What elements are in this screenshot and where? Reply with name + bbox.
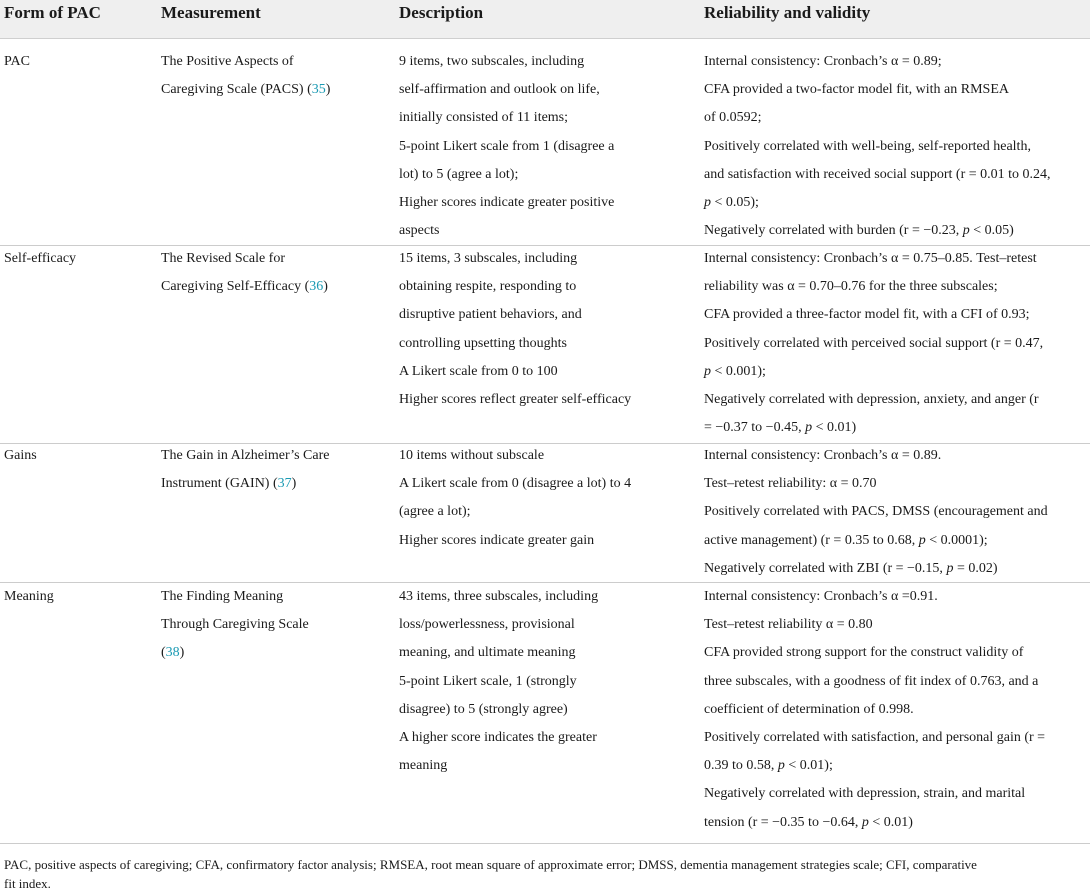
row-divider: [0, 245, 1090, 246]
row-2-description-line: (agree a lot);: [399, 504, 471, 520]
row-0-description-line: initially consisted of 11 items;: [399, 110, 569, 126]
row-0-measurement-line: [161, 80, 330, 100]
row-3-measurement-line: [161, 643, 184, 663]
row-0-reliability-line: CFA provided a two-factor model fit, with an RMSEA: [704, 82, 1009, 98]
row-1-reliability-line: = −0.37 to −0.45, p < 0.01): [704, 420, 857, 436]
row-0-description-line: aspects: [399, 223, 440, 239]
table-footnote-line-1: PAC, positive aspects of caregiving; CFA, confirmatory factor analysis; RMSEA, root mean square of approximate error; DMSS, dementia management strategies scale; CFI, comparative: [4, 857, 977, 872]
row-0-description-line: 5-point Likert scale from 1 (disagree a: [399, 138, 615, 154]
header-form-of-pac: Form of PAC: [4, 3, 101, 22]
row-0-description-line: Higher scores indicate greater positive: [399, 195, 615, 210]
row-3-description-line: disagree) to 5 (strongly agree): [399, 701, 568, 717]
row-0-measurement-line: [161, 52, 294, 72]
row-1-form: Self-efficacy: [4, 251, 77, 266]
citation-link[interactable]: 37: [277, 476, 292, 492]
measurement-text: Caregiving Scale (PACS) (: [161, 82, 312, 98]
citation-link[interactable]: 36: [309, 279, 324, 295]
measurement-text: (: [161, 645, 166, 661]
row-2-description-line: Higher scores indicate greater gain: [399, 532, 595, 548]
row-3-measurement-line: [161, 587, 283, 607]
row-3-description-line: meaning, and ultimate meaning: [399, 645, 576, 661]
row-0-reliability-line: Internal consistency: Cronbach’s α = 0.89;: [704, 54, 942, 69]
measurement-text: Caregiving Self-Efficacy (: [161, 279, 310, 295]
row-3-description-line: A higher score indicates the greater: [399, 730, 597, 745]
row-1-reliability-line: p < 0.001);: [704, 363, 766, 379]
row-0-form: PAC: [4, 54, 30, 69]
measurement-text: The Gain in Alzheimer’s Care: [161, 448, 330, 463]
row-3-reliability-line: Internal consistency: Cronbach’s α =0.91.: [704, 589, 938, 604]
row-divider: [0, 582, 1090, 583]
header-reliability-validity: Reliability and validity: [704, 3, 871, 22]
row-0-description-line: lot) to 5 (agree a lot);: [399, 166, 519, 182]
row-1-reliability-line: Negatively correlated with depression, anxiety, and anger (r: [704, 392, 1039, 407]
row-1-description-line: controlling upsetting thoughts: [399, 335, 567, 351]
row-0-reliability-line: of 0.0592;: [704, 110, 762, 126]
row-1-measurement-line: [161, 277, 328, 297]
row-3-reliability-line: 0.39 to 0.58, p < 0.01);: [704, 758, 833, 774]
row-1-reliability-line: reliability was α = 0.70–0.76 for the three subscales;: [704, 279, 998, 295]
row-2-reliability-line: Positively correlated with PACS, DMSS (encouragement and: [704, 504, 1048, 520]
row-2-reliability-line: Internal consistency: Cronbach’s α = 0.89.: [704, 448, 942, 463]
row-3-description-line: 5-point Likert scale, 1 (strongly: [399, 673, 577, 689]
row-2-measurement-line: [161, 446, 329, 466]
row-divider: [0, 843, 1090, 844]
row-2-measurement-line: [161, 474, 296, 494]
row-3-reliability-line: CFA provided strong support for the construct validity of: [704, 645, 1024, 661]
row-0-description-line: self-affirmation and outlook on life,: [399, 82, 600, 98]
row-0-description-line: 9 items, two subscales, including: [399, 54, 585, 69]
citation-link[interactable]: 38: [165, 645, 180, 661]
measurement-text: Instrument (GAIN) (: [161, 476, 278, 492]
row-3-reliability-line: Positively correlated with satisfaction, and personal gain (r =: [704, 730, 1046, 745]
row-1-description-line: A Likert scale from 0 to 100: [399, 363, 558, 379]
row-1-reliability-line: Positively correlated with perceived social support (r = 0.47,: [704, 335, 1044, 351]
row-2-description-line: 10 items without subscale: [399, 448, 545, 463]
measurement-text: The Revised Scale for: [161, 251, 286, 266]
row-1-description-line: obtaining respite, responding to: [399, 279, 577, 295]
row-2-reliability-line: active management) (r = 0.35 to 0.68, p < 0.0001);: [704, 532, 988, 548]
row-3-measurement-line: [161, 615, 309, 635]
row-2-reliability-line: Negatively correlated with ZBI (r = −0.15, p = 0.02): [704, 560, 998, 576]
row-3-reliability-line: coefficient of determination of 0.998.: [704, 701, 914, 717]
row-1-description-line: disruptive patient behaviors, and: [399, 307, 582, 323]
row-divider: [0, 443, 1090, 444]
row-3-reliability-line: tension (r = −0.35 to −0.64, p < 0.01): [704, 814, 913, 830]
row-0-reliability-line: Positively correlated with well-being, self-reported health,: [704, 138, 1031, 154]
row-1-reliability-line: CFA provided a three-factor model fit, with a CFI of 0.93;: [704, 307, 1030, 323]
row-2-form: Gains: [4, 448, 37, 463]
measurement-text: ): [291, 476, 297, 492]
row-3-description-line: meaning: [399, 758, 448, 774]
row-2-description-line: A Likert scale from 0 (disagree a lot) to 4: [399, 476, 632, 492]
row-1-description-line: 15 items, 3 subscales, including: [399, 251, 578, 266]
row-3-form: Meaning: [4, 589, 54, 604]
row-2-reliability-line: Test–retest reliability: α = 0.70: [704, 476, 877, 492]
measurement-text: ): [325, 82, 331, 98]
row-0-reliability-line: Negatively correlated with burden (r = −0.23, p < 0.05): [704, 223, 1014, 239]
row-3-reliability-line: Negatively correlated with depression, strain, and marital: [704, 786, 1026, 802]
row-3-description-line: 43 items, three subscales, including: [399, 589, 599, 604]
row-3-description-line: loss/powerlessness, provisional: [399, 617, 575, 633]
row-1-measurement-line: [161, 249, 285, 269]
row-1-reliability-line: Internal consistency: Cronbach’s α = 0.75–0.85. Test–retest: [704, 251, 1037, 266]
row-3-reliability-line: Test–retest reliability α = 0.80: [704, 617, 873, 633]
table-footnote-line-2: fit index.: [4, 876, 51, 891]
measurement-text: ): [179, 645, 185, 661]
citation-link[interactable]: 35: [311, 82, 326, 98]
row-0-reliability-line: p < 0.05);: [704, 195, 759, 210]
measurement-text: ): [323, 279, 328, 295]
row-1-description-line: Higher scores reflect greater self-efficacy: [399, 392, 632, 407]
row-0-reliability-line: and satisfaction with received social support (r = 0.01 to 0.24,: [704, 166, 1051, 182]
measurement-text: Through Caregiving Scale: [161, 617, 309, 633]
measurement-text: The Finding Meaning: [161, 589, 284, 604]
header-description: Description: [399, 3, 484, 22]
row-3-reliability-line: three subscales, with a goodness of fit index of 0.763, and a: [704, 673, 1039, 689]
header-measurement: Measurement: [161, 3, 261, 22]
measurement-text: The Positive Aspects of: [161, 54, 294, 69]
